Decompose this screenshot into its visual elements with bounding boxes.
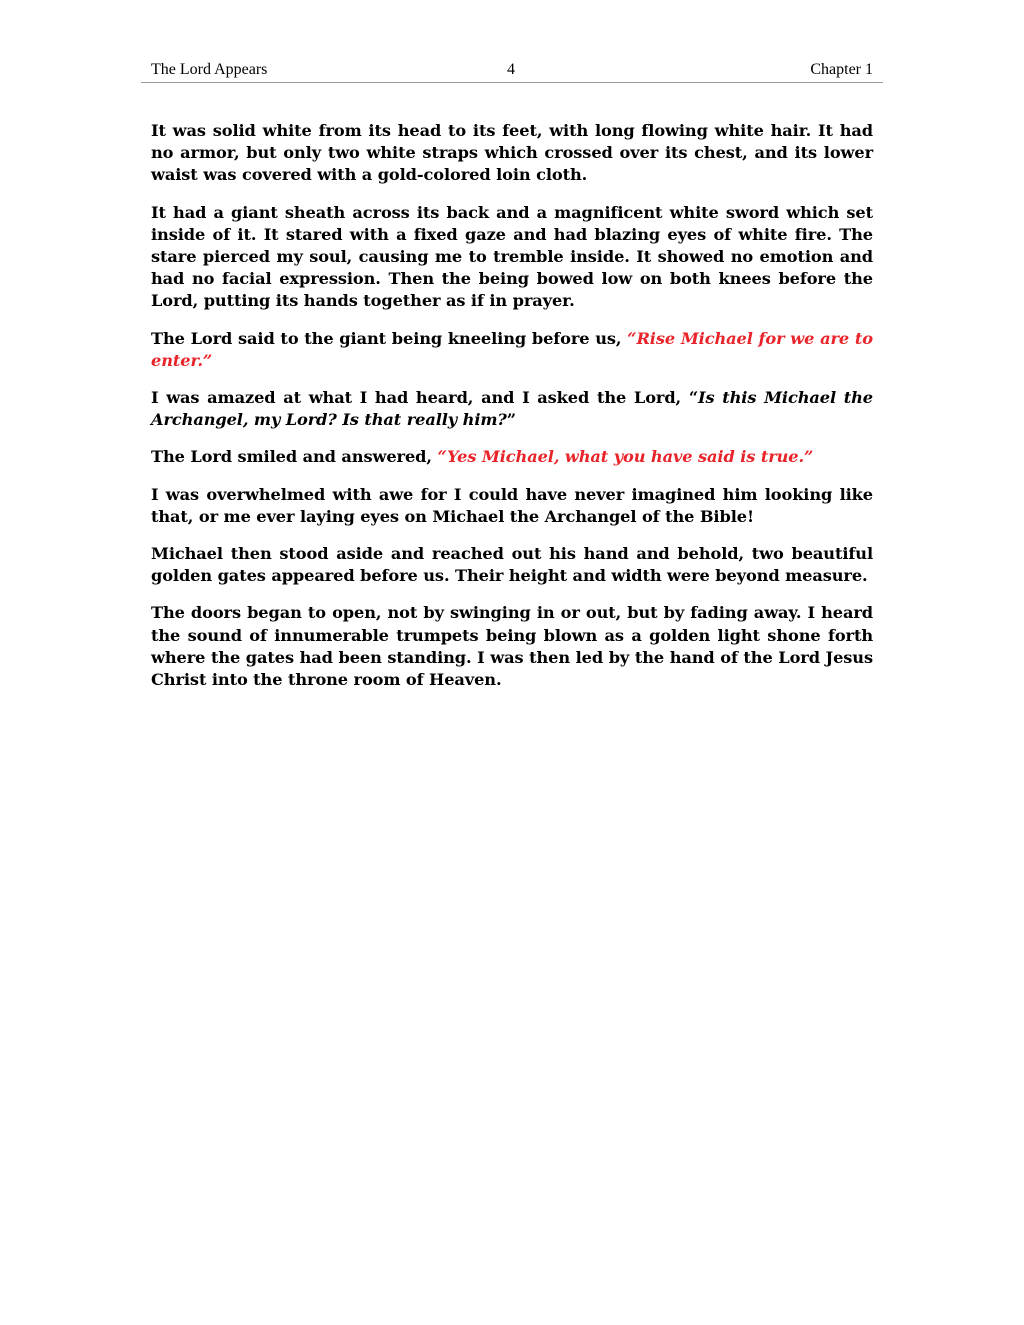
narrator-quote: Is this Michael the Archangel, my Lord? Is that really him? [151,388,873,430]
lord-quote: “Yes Michael, what you have said is true.” [437,447,814,467]
paragraph-7 [151,543,873,587]
paragraph-3 [151,328,873,372]
paragraph-6 [151,484,873,528]
quote-close-mark: ” [506,410,517,430]
paragraph-text: I was amazed at what I had heard, and I asked the Lord, [151,388,689,408]
paragraph-2 [151,202,873,313]
paragraph-text: It was solid white from its head to its feet, with long flowing white hair. It had no armor, but only two white straps which crossed over its chest, and its lower waist was covered with a gold-colored loin cloth. [151,121,873,185]
paragraph-text: The doors began to open, not by swinging in or out, but by fading away. I heard the sound of innumerable trumpets being blown as a golden light shone forth where the gates had been standing. I was then led by the hand of the Lord Jesus Christ into the throne room of Heaven. [151,603,873,690]
paragraph-text: Michael then stood aside and reached out his hand and behold, two beautiful golden gates appeared before us. Their height and width were beyond measure. [151,544,873,586]
paragraph-text: The Lord smiled and answered, [151,447,438,467]
paragraph-5 [151,446,873,468]
quote-open-mark: “ [688,388,699,408]
paragraph-text: I was overwhelmed with awe for I could have never imagined him looking like that, or me ever laying eyes on Michael the Archangel of the Bible! [151,484,873,526]
lord-quote: “Rise Michael for we are to enter.” [151,328,873,370]
page-header [141,58,883,83]
paragraph-text: It had a giant sheath across its back and a magnificent white sword which set inside of it. It stared with a fixed gaze and had blazing eyes of white fire. The stare pierced my soul, causing me to tremble inside. It showed no emotion and had no facial expression. Then the being bowed low on both knees before the Lord, putting its hands together as if in prayer. [151,202,873,311]
paragraph-8 [151,602,873,691]
running-title: The Lord Appears [151,61,268,78]
paragraph-1 [151,120,873,187]
page-number: 4 [507,61,515,78]
paragraph-4 [151,387,873,431]
paragraph-text: The Lord said to the giant being kneeling before us, [151,328,628,348]
chapter-label: Chapter 1 [810,61,873,78]
chapter-body [151,120,873,706]
